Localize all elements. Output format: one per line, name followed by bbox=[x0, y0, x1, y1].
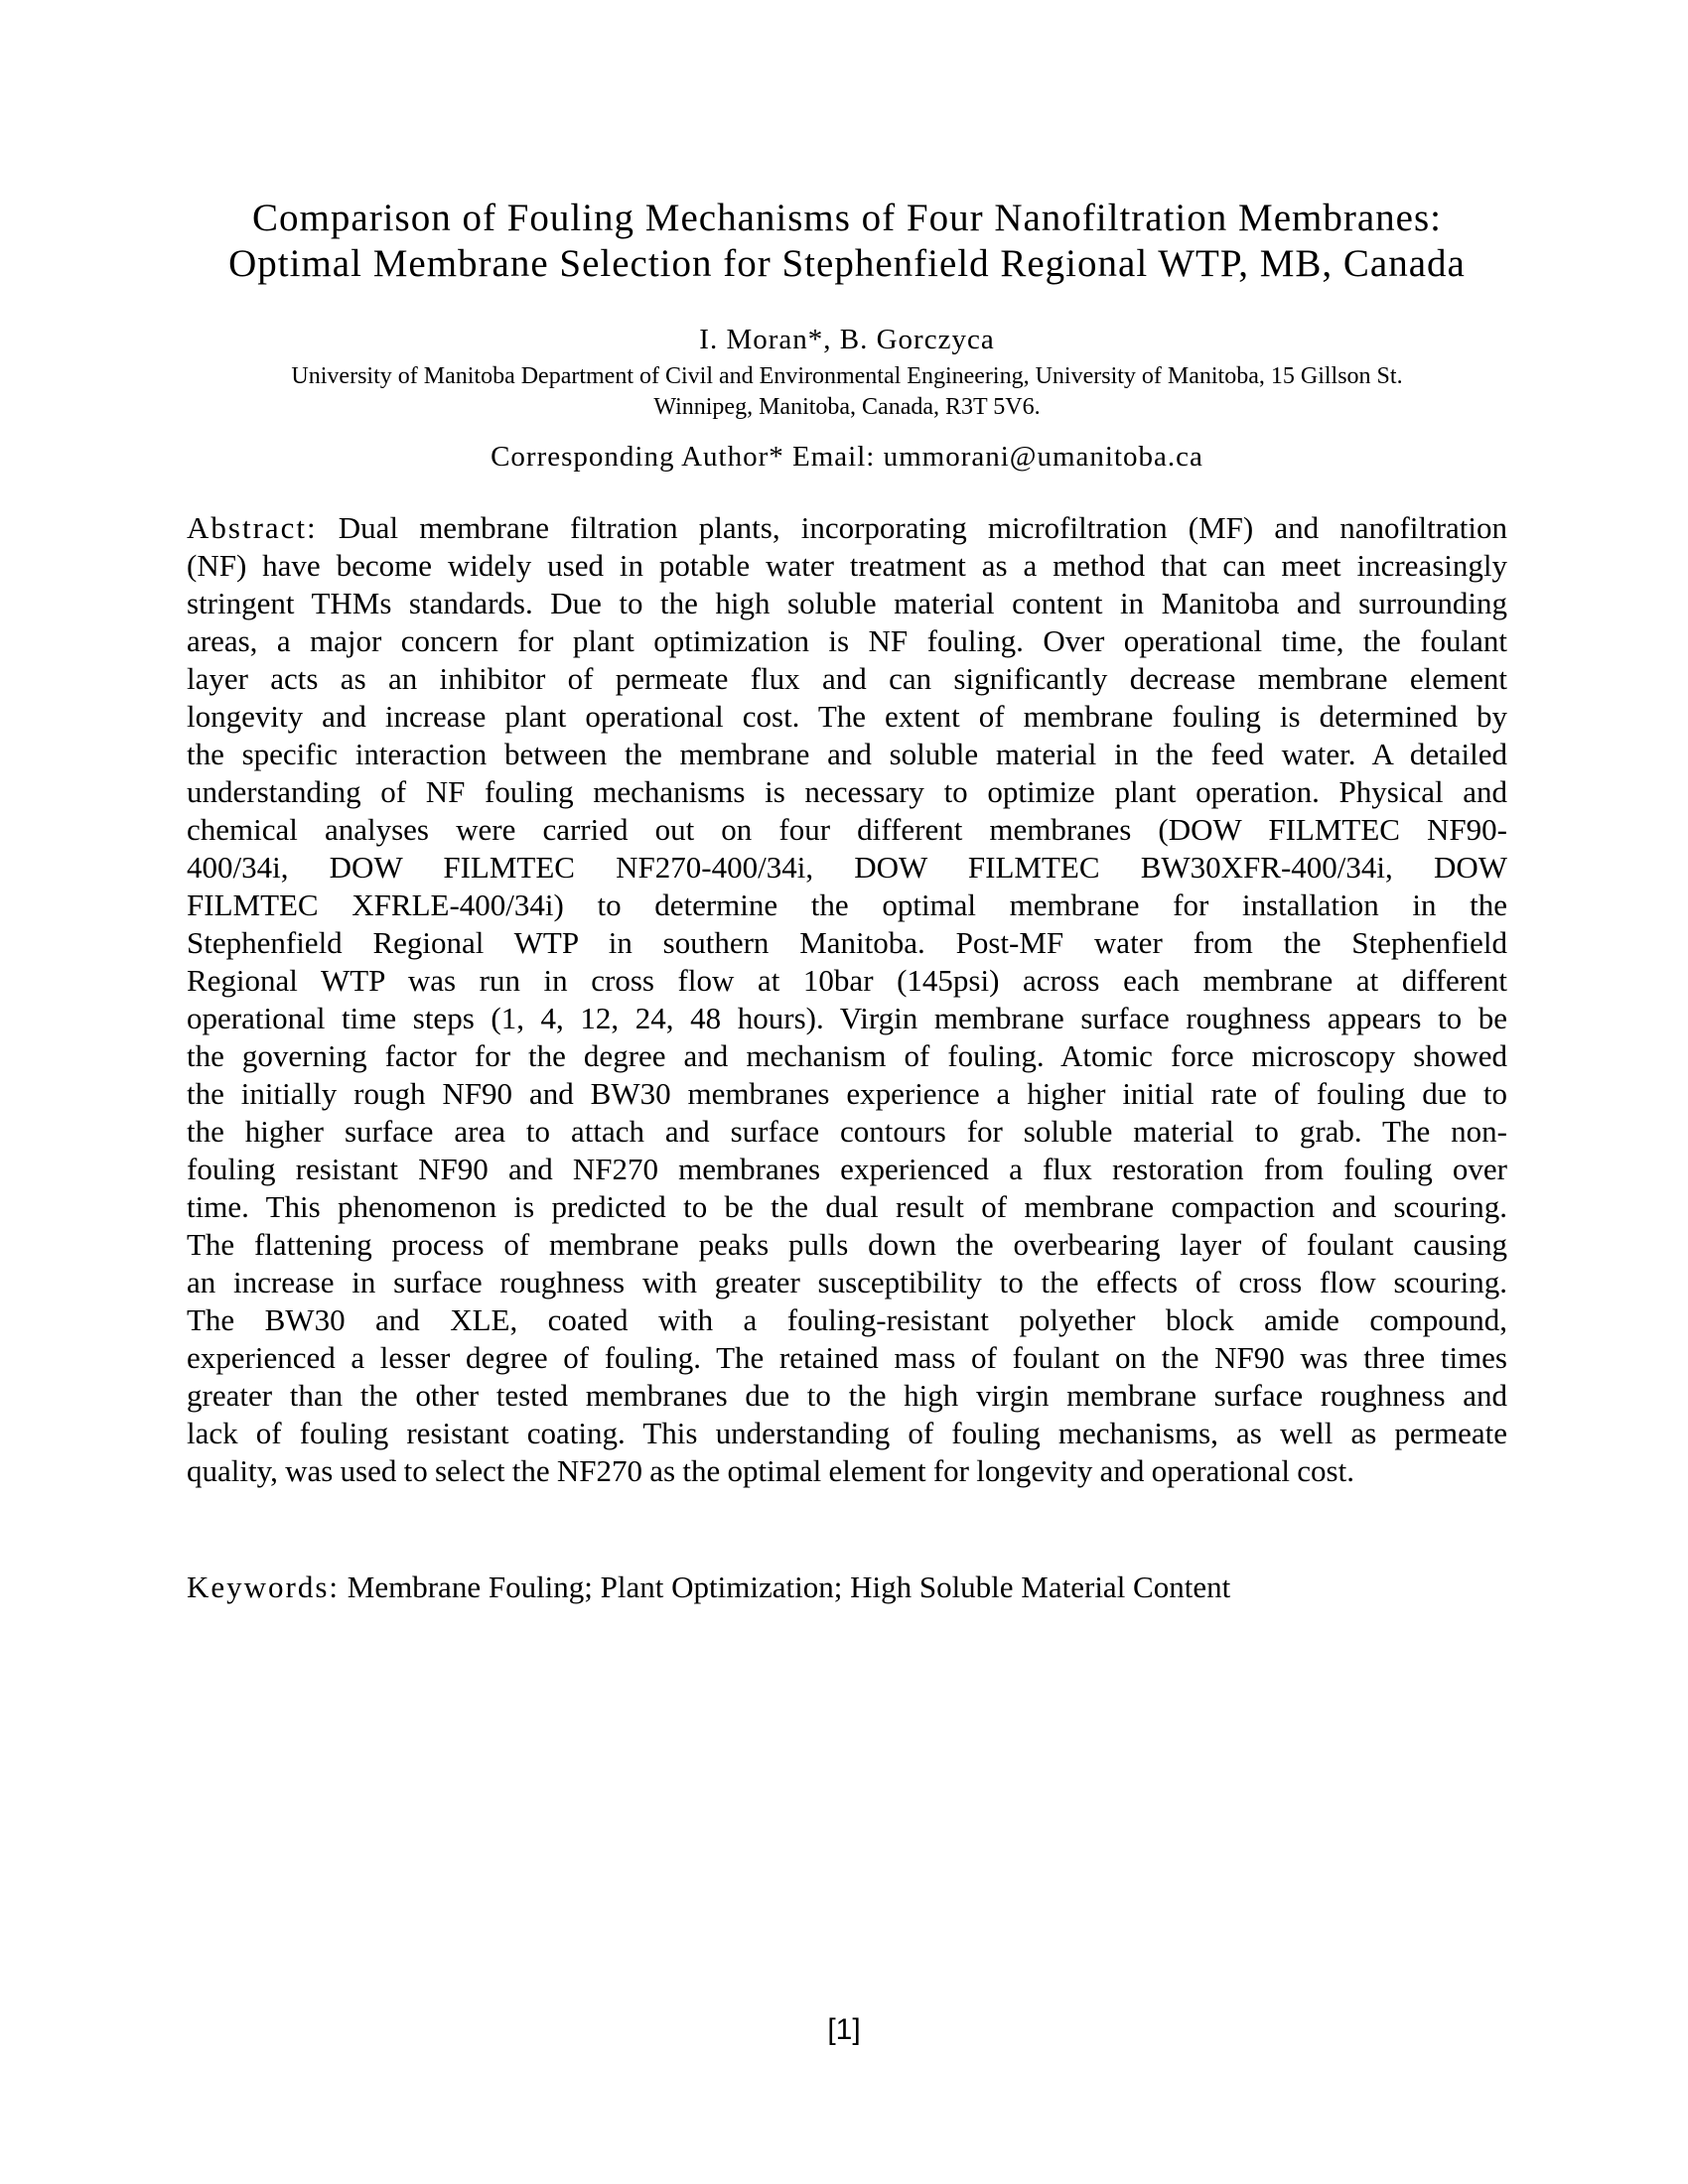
paper-content bbox=[187, 196, 1507, 1606]
abstract-line: quality, was used to select the NF270 as the optimal element for longevity and operational cost. bbox=[187, 1453, 1354, 1488]
abstract-line: FILMTEC XFRLE-400/34i) to determine the optimal membrane for installation in the bbox=[187, 887, 1507, 922]
abstract-line: time. This phenomenon is predicted to be the dual result of membrane compaction and scouring. bbox=[187, 1189, 1507, 1224]
abstract-line: an increase in surface roughness with greater susceptibility to the effects of cross flow scouring. bbox=[187, 1265, 1507, 1299]
affiliation-line1: University of Manitoba Department of Civil and Environmental Engineering, University of Manitoba, 15 Gillson St. bbox=[291, 363, 1403, 389]
paper-title bbox=[187, 196, 1507, 287]
abstract-line: operational time steps (1, 4, 12, 24, 48 hours). Virgin membrane surface roughness appears to be bbox=[187, 1001, 1507, 1035]
abstract-line: 400/34i, DOW FILMTEC NF270-400/34i, DOW FILMTEC BW30XFR-400/34i, DOW bbox=[187, 850, 1507, 885]
affiliation-block bbox=[187, 361, 1507, 423]
abstract-line: chemical analyses were carried out on four different membranes (DOW FILMTEC NF90- bbox=[187, 812, 1507, 847]
page-number: [1] bbox=[827, 2013, 861, 2046]
abstract-line: layer acts as an inhibitor of permeate flux and can significantly decrease membrane element bbox=[187, 661, 1507, 696]
abstract-line: The BW30 and XLE, coated with a fouling-resistant polyether block amide compound, bbox=[187, 1302, 1507, 1337]
abstract-line: the governing factor for the degree and mechanism of fouling. Atomic force microscopy showed bbox=[187, 1038, 1507, 1073]
affiliation-line2: Winnipeg, Manitoba, Canada, R3T 5V6. bbox=[653, 394, 1041, 420]
abstract-line: the initially rough NF90 and BW30 membranes experience a higher initial rate of fouling due to bbox=[187, 1076, 1507, 1111]
abstract-line: (NF) have become widely used in potable water treatment as a method that can meet increasingly bbox=[187, 548, 1507, 583]
paper-title-line1: Comparison of Fouling Mechanisms of Four Nanofiltration Membranes: bbox=[252, 197, 1442, 239]
abstract-label: Abstract: bbox=[187, 510, 318, 545]
abstract-line: lack of fouling resistant coating. This understanding of fouling mechanisms, as well as permeate bbox=[187, 1416, 1507, 1450]
authors-line: I. Moran*, B. Gorczyca bbox=[699, 324, 995, 355]
page-footer bbox=[0, 2013, 1688, 2047]
abstract-line: fouling resistant NF90 and NF270 membranes experienced a flux restoration from fouling over bbox=[187, 1152, 1507, 1186]
abstract-line: stringent THMs standards. Due to the high soluble material content in Manitoba and surrounding bbox=[187, 586, 1507, 620]
abstract-line: understanding of NF fouling mechanisms is necessary to optimize plant operation. Physical and bbox=[187, 774, 1507, 809]
abstract-section bbox=[187, 509, 1507, 1490]
abstract-line: Regional WTP was run in cross flow at 10bar (145psi) across each membrane at different bbox=[187, 963, 1507, 998]
abstract-line: the specific interaction between the membrane and soluble material in the feed water. A detailed bbox=[187, 737, 1507, 771]
abstract-line: Stephenfield Regional WTP in southern Manitoba. Post-MF water from the Stephenfield bbox=[187, 925, 1507, 960]
abstract-line: longevity and increase plant operational cost. The extent of membrane fouling is determined by bbox=[187, 699, 1507, 734]
abstract-line: the higher surface area to attach and surface contours for soluble material to grab. The non- bbox=[187, 1114, 1507, 1149]
keywords-line bbox=[187, 1569, 1507, 1606]
keywords-text: Membrane Fouling; Plant Optimization; High Soluble Material Content bbox=[347, 1570, 1231, 1604]
abstract-line bbox=[187, 509, 1507, 547]
abstract-line: experienced a lesser degree of fouling. The retained mass of foulant on the NF90 was three times bbox=[187, 1340, 1507, 1375]
abstract-line-text: Dual membrane filtration plants, incorporating microfiltration (MF) and nanofiltration bbox=[338, 510, 1507, 545]
paper-title-line2: Optimal Membrane Selection for Stephenfield Regional WTP, MB, Canada bbox=[228, 242, 1466, 285]
keywords-label: Keywords: bbox=[187, 1570, 341, 1604]
abstract-line: greater than the other tested membranes due to the high virgin membrane surface roughness and bbox=[187, 1378, 1507, 1413]
corresponding-author-line: Corresponding Author* Email: ummorani@umanitoba.ca bbox=[491, 441, 1203, 473]
abstract-line: areas, a major concern for plant optimization is NF fouling. Over operational time, the foulant bbox=[187, 623, 1507, 658]
abstract-line: The flattening process of membrane peaks pulls down the overbearing layer of foulant causing bbox=[187, 1227, 1507, 1262]
